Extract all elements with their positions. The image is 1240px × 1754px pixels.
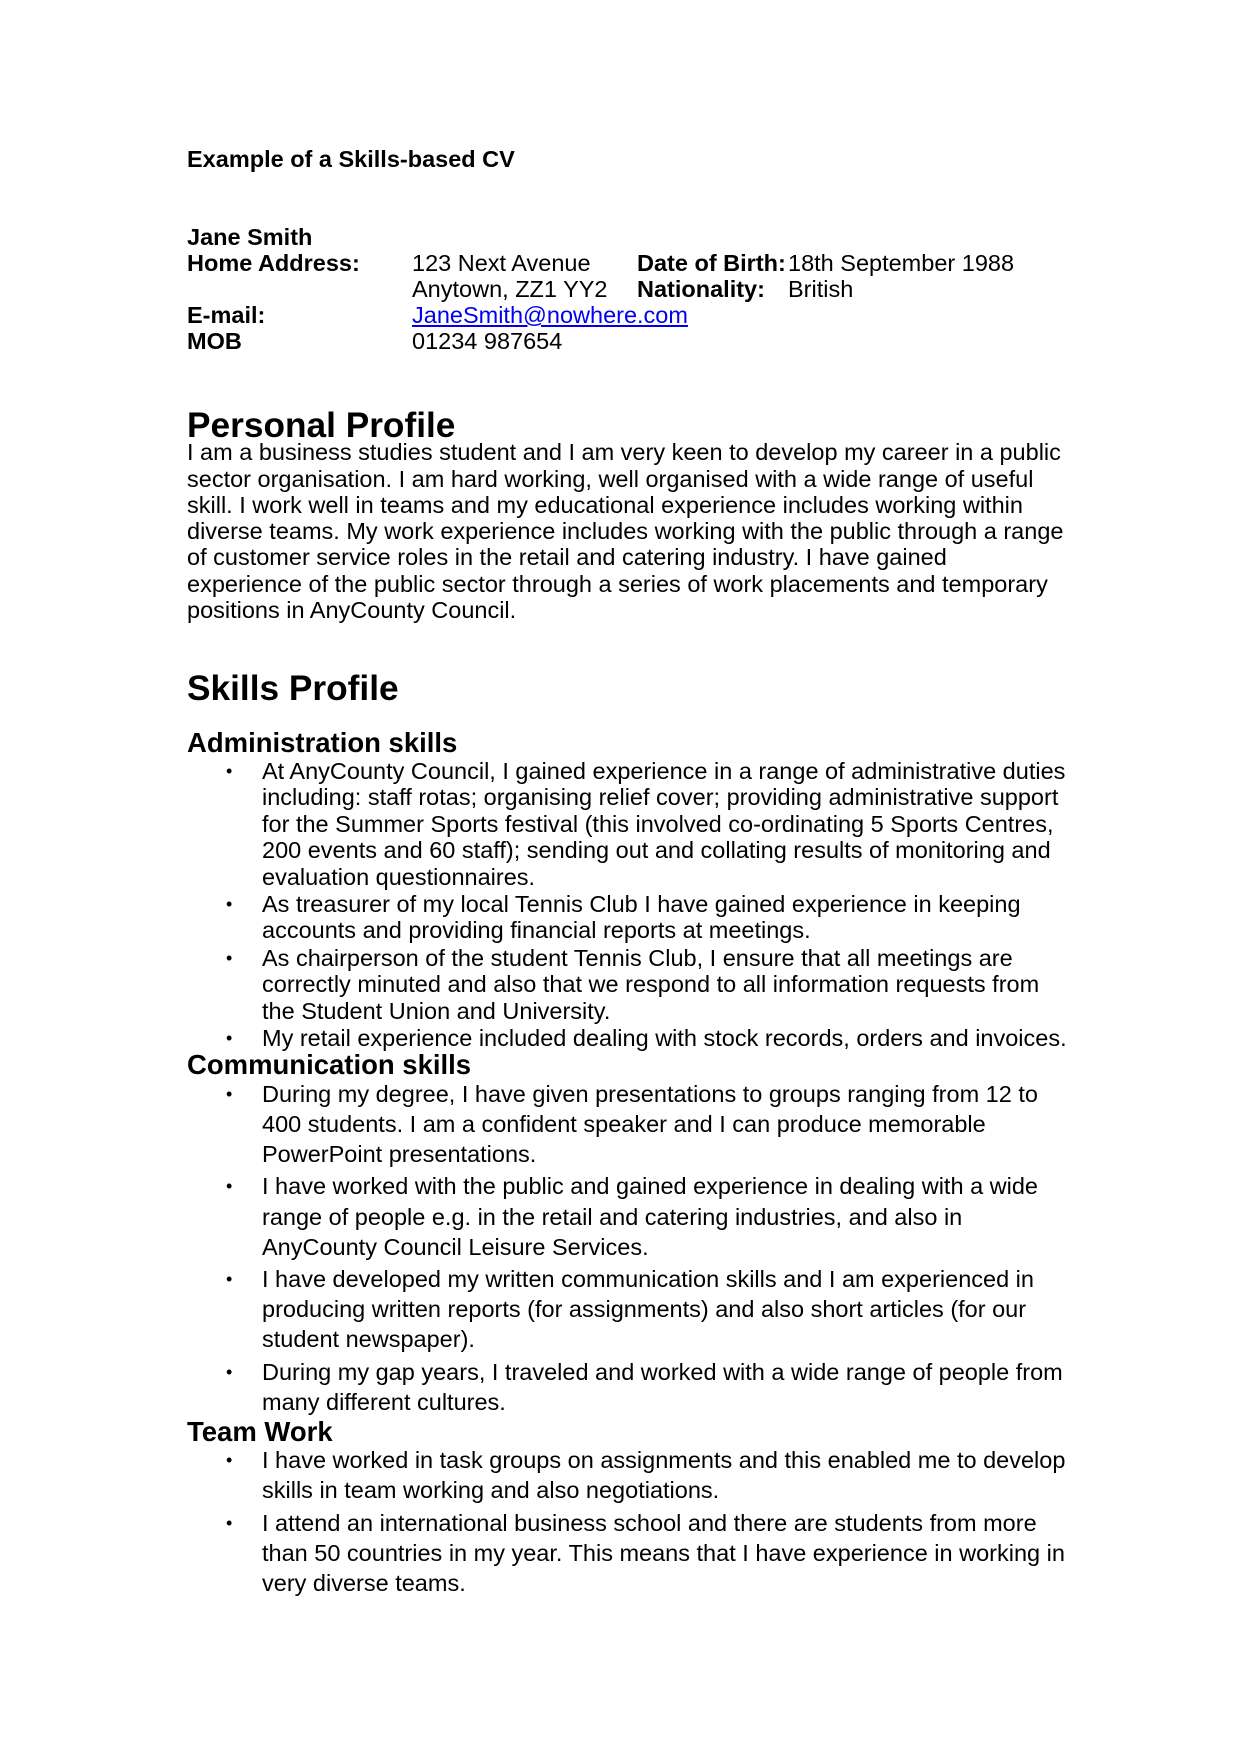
dob-label: Date of Birth: <box>637 250 786 276</box>
communication-skills-list <box>187 1079 1067 1417</box>
bullet-icon: • <box>226 1083 233 1104</box>
contact-details <box>187 250 1067 360</box>
list-item-text: During my gap years, I traveled and worked with a wide range of people from many different cultures. <box>262 1358 1063 1415</box>
list-item-text: My retail experience included dealing with stock records, orders and invoices. <box>262 1025 1067 1052</box>
bullet-icon: • <box>226 947 233 968</box>
bullet-icon: • <box>226 1028 233 1049</box>
bullet-icon: • <box>226 1450 233 1471</box>
list-item-text: As treasurer of my local Tennis Club I have gained experience in keeping accounts and providing financial reports at meetings. <box>262 891 1021 944</box>
list-item <box>187 758 1067 890</box>
mobile-value: 01234 987654 <box>412 328 563 354</box>
list-item <box>187 1264 1067 1355</box>
personal-profile-text: I am a business studies student and I am very keen to develop my career in a public sector organisation. I am hard working, well organised with a wide range of useful skill. I work well in teams and my educational experience includes working within diverse teams. My work experience includes working with the public through a range of customer service roles in the retail and catering industry. I have gained experience of the public sector through a series of work placements and temporary positions in AnyCounty Council. <box>187 439 1064 624</box>
nationality-label: Nationality: <box>637 276 765 302</box>
team-work-heading: Team Work <box>187 1415 333 1447</box>
bullet-icon: • <box>226 1268 233 1289</box>
personal-profile-heading: Personal Profile <box>187 406 456 445</box>
home-address-label: Home Address: <box>187 250 360 276</box>
list-item <box>187 945 1067 1024</box>
list-item <box>187 1079 1067 1170</box>
skills-profile-heading: Skills Profile <box>187 669 399 709</box>
nationality-value: British <box>788 276 854 302</box>
email-link[interactable]: JaneSmith@nowhere.com <box>412 302 688 328</box>
list-item <box>187 1508 1067 1599</box>
cv-document <box>187 146 1067 1600</box>
list-item <box>187 1025 1067 1051</box>
list-item <box>187 891 1067 944</box>
bullet-icon: • <box>226 1512 233 1533</box>
address-line-1: 123 Next Avenue <box>412 250 591 276</box>
dob-value: 18th September 1988 <box>788 250 1015 276</box>
administration-skills-list <box>187 758 1067 1051</box>
list-item-text: I have developed my written communication skills and I am experienced in producing written reports (for assignments) and also short articles (for our student newspaper). <box>262 1265 1034 1353</box>
bullet-icon: • <box>226 894 233 914</box>
bullet-icon: • <box>226 1176 233 1197</box>
bullet-icon: • <box>226 1361 233 1382</box>
list-item <box>187 1171 1067 1262</box>
list-item-text: During my degree, I have given presentations to groups ranging from 12 to 400 students. I am a confident speaker and I can produce memorable PowerPoint presentations. <box>262 1080 1038 1168</box>
applicant-name: Jane Smith <box>187 224 313 250</box>
mobile-label: MOB <box>187 328 242 354</box>
list-item-text: I have worked in task groups on assignments and this enabled me to develop skills in team working and also negotiations. <box>262 1447 1066 1504</box>
list-item <box>187 1357 1067 1417</box>
list-item-text: I attend an international business school and there are students from more than 50 countries in my year. This means that I have experience in working in very diverse teams. <box>262 1509 1065 1597</box>
list-item <box>187 1445 1067 1505</box>
document-title: Example of a Skills-based CV <box>187 146 515 172</box>
address-line-2: Anytown, ZZ1 YY2 <box>412 276 608 302</box>
administration-skills-heading: Administration skills <box>187 726 458 758</box>
list-item-text: I have worked with the public and gained experience in dealing with a wide range of people e.g. in the retail and catering industries, and also in AnyCounty Council Leisure Services. <box>262 1173 1038 1260</box>
email-label: E-mail: <box>187 302 266 328</box>
bullet-icon: • <box>226 760 233 781</box>
list-item-text: As chairperson of the student Tennis Club, I ensure that all meetings are correctly minuted and also that we respond to all information requests from the Student Union and University. <box>262 944 1040 1024</box>
list-item-text: At AnyCounty Council, I gained experience in a range of administrative duties including: staff rotas; organising relief cover; providing administrative support for the Summer Sports festival (this involved co-ordinating 5 Sports Centres, 200 events and 60 staff); sending out and collating results of monitoring and evaluation questionnaires. <box>262 757 1066 890</box>
team-work-list <box>187 1445 1067 1598</box>
communication-skills-heading: Communication skills <box>187 1049 472 1081</box>
